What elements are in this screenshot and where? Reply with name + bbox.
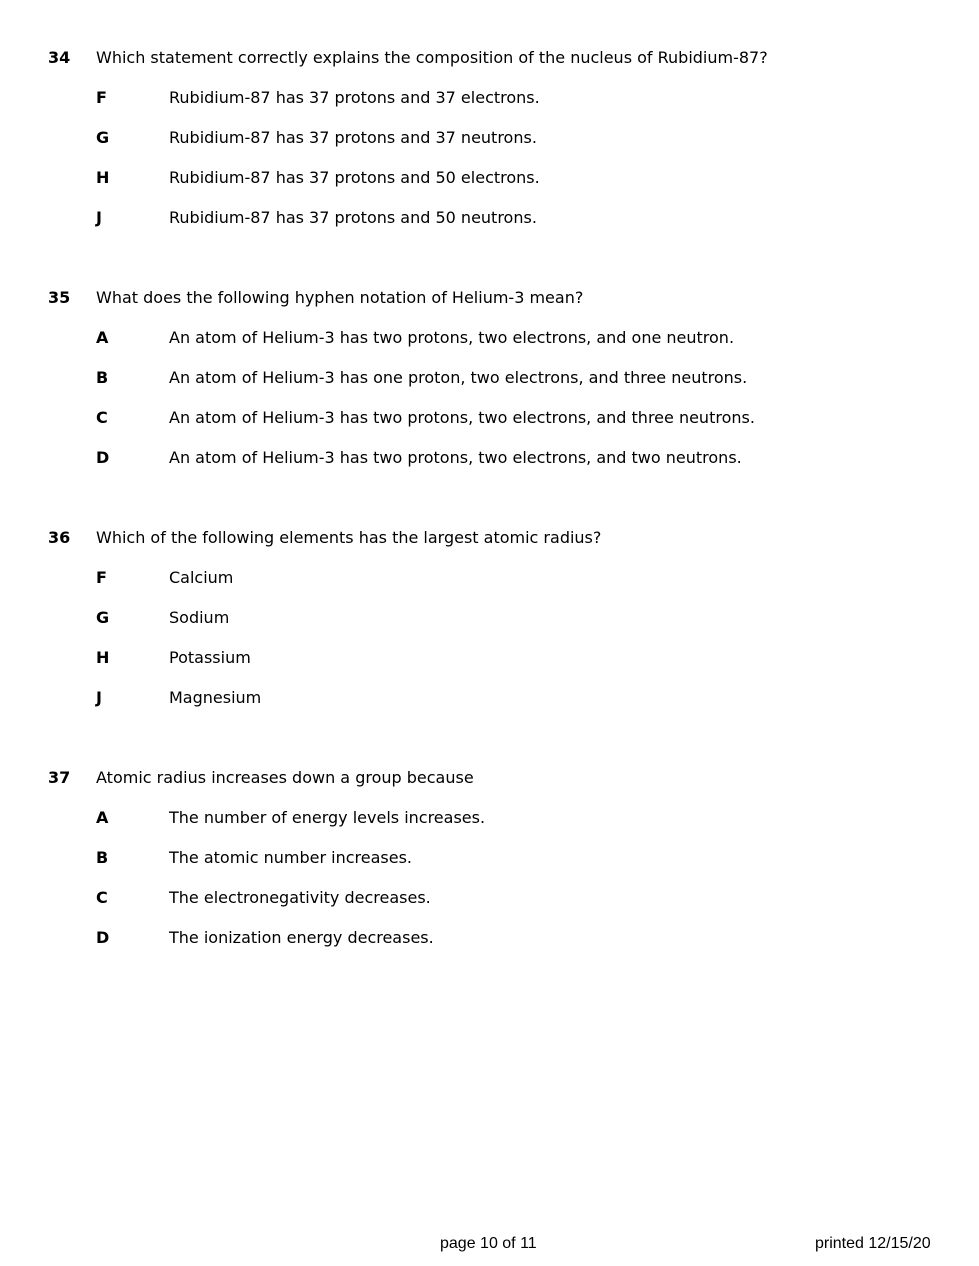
answer-option-j[interactable]	[0, 208, 979, 248]
question-text: Which statement correctly explains the composition of the nucleus of Rubidium-87?	[96, 48, 768, 67]
answer-option-c[interactable]	[0, 888, 979, 928]
option-letter: H	[96, 168, 110, 187]
question-text: What does the following hyphen notation of Helium-3 mean?	[96, 288, 584, 307]
option-letter: B	[96, 848, 109, 867]
option-text: The ionization energy decreases.	[169, 928, 434, 947]
option-text: An atom of Helium-3 has two protons, two electrons, and three neutrons.	[169, 408, 755, 427]
question-stem	[0, 768, 979, 808]
answer-option-f[interactable]	[0, 88, 979, 128]
question-number: 36	[48, 528, 71, 547]
option-letter: B	[96, 368, 109, 387]
option-letter: C	[96, 888, 108, 907]
option-text: Rubidium-87 has 37 protons and 37 electrons.	[169, 88, 540, 107]
option-text: Calcium	[169, 568, 234, 587]
option-text: An atom of Helium-3 has two protons, two electrons, and one neutron.	[169, 328, 735, 347]
question-number: 37	[48, 768, 71, 787]
question-stem	[0, 528, 979, 568]
answer-option-b[interactable]	[0, 368, 979, 408]
option-letter: C	[96, 408, 108, 427]
option-letter: A	[96, 328, 109, 347]
answer-option-h[interactable]	[0, 168, 979, 208]
question-stem	[0, 288, 979, 328]
option-letter: D	[96, 448, 110, 467]
answer-option-d[interactable]	[0, 448, 979, 488]
option-text: Potassium	[169, 648, 251, 667]
option-letter: D	[96, 928, 110, 947]
option-text: Rubidium-87 has 37 protons and 50 neutrons.	[169, 208, 537, 227]
answer-option-d[interactable]	[0, 928, 979, 968]
option-letter: A	[96, 808, 109, 827]
page-number: page 10 of 11	[440, 1235, 537, 1252]
option-text: Rubidium-87 has 37 protons and 37 neutrons.	[169, 128, 537, 147]
question-text: Atomic radius increases down a group because	[96, 768, 474, 787]
answer-option-f[interactable]	[0, 568, 979, 608]
answer-option-g[interactable]	[0, 128, 979, 168]
option-letter: J	[96, 688, 102, 707]
answer-option-c[interactable]	[0, 408, 979, 448]
option-letter: J	[96, 208, 102, 227]
answer-option-j[interactable]	[0, 688, 979, 728]
question-stem	[0, 48, 979, 88]
question-number: 34	[48, 48, 71, 67]
option-text: The atomic number increases.	[169, 848, 413, 867]
option-text: Magnesium	[169, 688, 262, 707]
question-37	[0, 768, 979, 968]
option-letter: F	[96, 568, 107, 587]
answer-option-a[interactable]	[0, 328, 979, 368]
option-text: Rubidium-87 has 37 protons and 50 electrons.	[169, 168, 540, 187]
option-text: An atom of Helium-3 has two protons, two electrons, and two neutrons.	[169, 448, 742, 467]
question-text: Which of the following elements has the largest atomic radius?	[96, 528, 602, 547]
question-number: 35	[48, 288, 71, 307]
question-35	[0, 288, 979, 488]
option-text: An atom of Helium-3 has one proton, two electrons, and three neutrons.	[169, 368, 748, 387]
option-letter: G	[96, 608, 110, 627]
question-34	[0, 48, 979, 248]
answer-option-h[interactable]	[0, 648, 979, 688]
option-letter: F	[96, 88, 107, 107]
option-letter: G	[96, 128, 110, 147]
option-text: The number of energy levels increases.	[169, 808, 486, 827]
answer-option-a[interactable]	[0, 808, 979, 848]
option-text: Sodium	[169, 608, 230, 627]
question-36	[0, 528, 979, 728]
printed-date: printed 12/15/20	[815, 1235, 931, 1252]
answer-option-b[interactable]	[0, 848, 979, 888]
option-text: The electronegativity decreases.	[169, 888, 431, 907]
answer-option-g[interactable]	[0, 608, 979, 648]
option-letter: H	[96, 648, 110, 667]
